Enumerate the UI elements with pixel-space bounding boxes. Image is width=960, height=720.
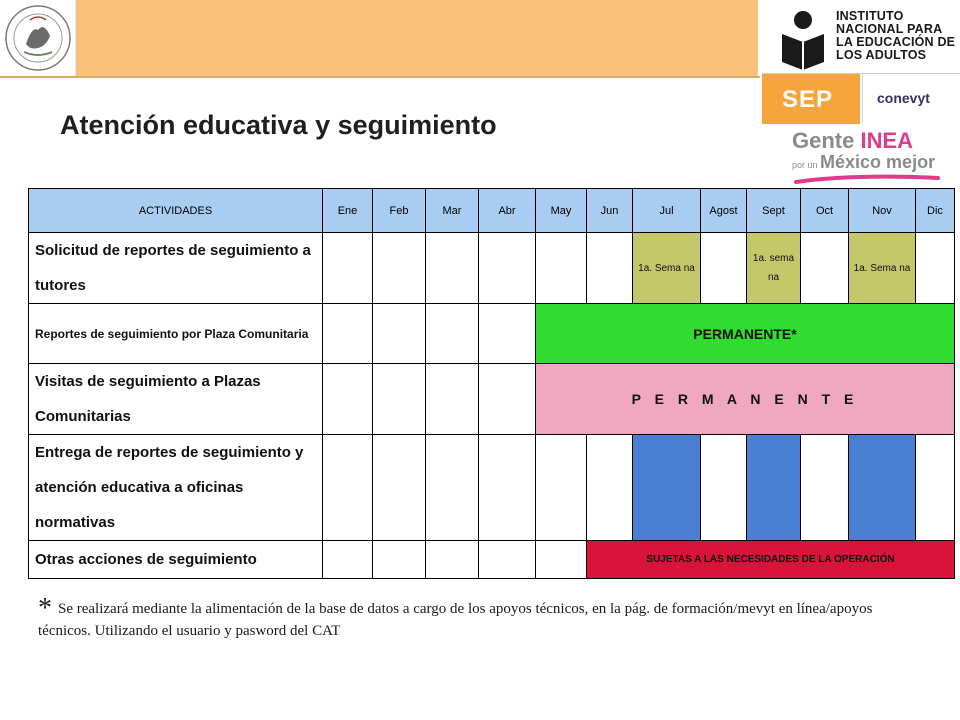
month-header: Dic <box>916 189 955 233</box>
month-header: Agost <box>701 189 747 233</box>
month-cell <box>373 435 426 541</box>
gente-logo-line2 <box>792 152 935 173</box>
week-cell-nov: 1a. Sema na <box>849 233 916 304</box>
mexico-seal <box>0 0 76 76</box>
reader-icon <box>768 4 838 74</box>
header-banner <box>76 0 758 76</box>
delivery-cell-nov <box>849 435 916 541</box>
month-cell <box>536 541 587 579</box>
activity-label: Solicitud de reportes de seguimiento a tutores <box>29 233 323 304</box>
table-row <box>29 233 955 304</box>
month-cell <box>426 233 479 304</box>
month-cell <box>916 233 955 304</box>
month-cell <box>373 364 426 435</box>
table-row <box>29 304 955 364</box>
month-cell <box>323 233 373 304</box>
month-cell <box>373 541 426 579</box>
month-cell <box>426 304 479 364</box>
header-divider <box>0 76 760 78</box>
sep-logo-text: SEP <box>782 86 834 113</box>
month-header: Abr <box>479 189 536 233</box>
month-cell <box>426 541 479 579</box>
permanent-span-pink: P E R M A N E N T E <box>536 364 955 435</box>
month-cell <box>323 304 373 364</box>
mexico-mejor-text: México mejor <box>820 152 936 172</box>
activity-label: Otras acciones de seguimiento <box>29 541 323 579</box>
month-cell <box>701 435 747 541</box>
schedule-table <box>28 188 955 579</box>
month-cell <box>536 435 587 541</box>
inea-word: INEA <box>860 128 914 153</box>
inea-logo <box>762 0 960 74</box>
month-cell <box>479 541 536 579</box>
month-cell <box>426 435 479 541</box>
gente-inea-logo <box>792 128 952 188</box>
table-row <box>29 364 955 435</box>
month-header: Feb <box>373 189 426 233</box>
week-cell-sept: 1a. sema na <box>747 233 801 304</box>
week-cell-jul: 1a. Sema na <box>633 233 701 304</box>
month-header: Jul <box>633 189 701 233</box>
table-row <box>29 541 955 579</box>
month-header: Jun <box>587 189 633 233</box>
month-cell <box>479 364 536 435</box>
permanent-span-green: PERMANENTE* <box>536 304 955 364</box>
page-title: Atención educativa y seguimiento <box>60 110 497 140</box>
month-header: May <box>536 189 587 233</box>
gente-logo-line1 <box>792 128 913 154</box>
month-cell <box>323 364 373 435</box>
logo-panel <box>762 0 960 195</box>
sep-logo <box>762 74 860 124</box>
other-actions-span: SUJETAS A LAS NECESIDADES DE LA OPERACIÓN <box>587 541 955 579</box>
month-cell <box>801 435 849 541</box>
month-cell <box>323 435 373 541</box>
inea-logo-text: INSTITUTO NACIONAL PARA LA EDUCACIÓN DE LOS ADULTOS <box>836 9 956 62</box>
delivery-cell-jul <box>633 435 701 541</box>
month-cell <box>587 435 633 541</box>
month-cell <box>701 233 747 304</box>
footnote-text: Se realizará mediante la alimentación de la base de datos a cargo de los apoyos técnicos, en la pág. de formación/mevyt en línea/apoyos técnicos. Utilizando el usuario y pasword del CAT <box>38 601 873 639</box>
activities-header: ACTIVIDADES <box>29 189 323 233</box>
swoosh-icon <box>792 172 942 186</box>
month-cell <box>323 541 373 579</box>
conevyt-logo-text: conevyt <box>877 90 930 106</box>
month-cell <box>916 435 955 541</box>
month-header: Oct <box>801 189 849 233</box>
table-row <box>29 435 955 541</box>
month-cell <box>373 304 426 364</box>
month-cell <box>587 233 633 304</box>
month-header: Sept <box>747 189 801 233</box>
delivery-cell-sept <box>747 435 801 541</box>
month-cell <box>536 233 587 304</box>
month-cell <box>479 435 536 541</box>
month-header: Nov <box>849 189 916 233</box>
activity-label: Entrega de reportes de seguimiento y atención educativa a oficinas normativas <box>29 435 323 541</box>
month-cell <box>479 304 536 364</box>
month-cell <box>373 233 426 304</box>
month-cell <box>426 364 479 435</box>
gente-word: Gente <box>792 128 861 153</box>
month-header: Mar <box>426 189 479 233</box>
activity-label: Visitas de seguimiento a Plazas Comunitarias <box>29 364 323 435</box>
activity-label: Reportes de seguimiento por Plaza Comunitaria <box>29 304 323 364</box>
por-un-text: por un <box>792 160 821 170</box>
table-header-row <box>29 189 955 233</box>
eagle-seal-icon <box>0 0 76 76</box>
footnote <box>38 593 918 642</box>
footnote-marker: * <box>38 593 52 624</box>
month-cell <box>801 233 849 304</box>
month-header: Ene <box>323 189 373 233</box>
month-cell <box>479 233 536 304</box>
conevyt-logo <box>862 74 960 124</box>
